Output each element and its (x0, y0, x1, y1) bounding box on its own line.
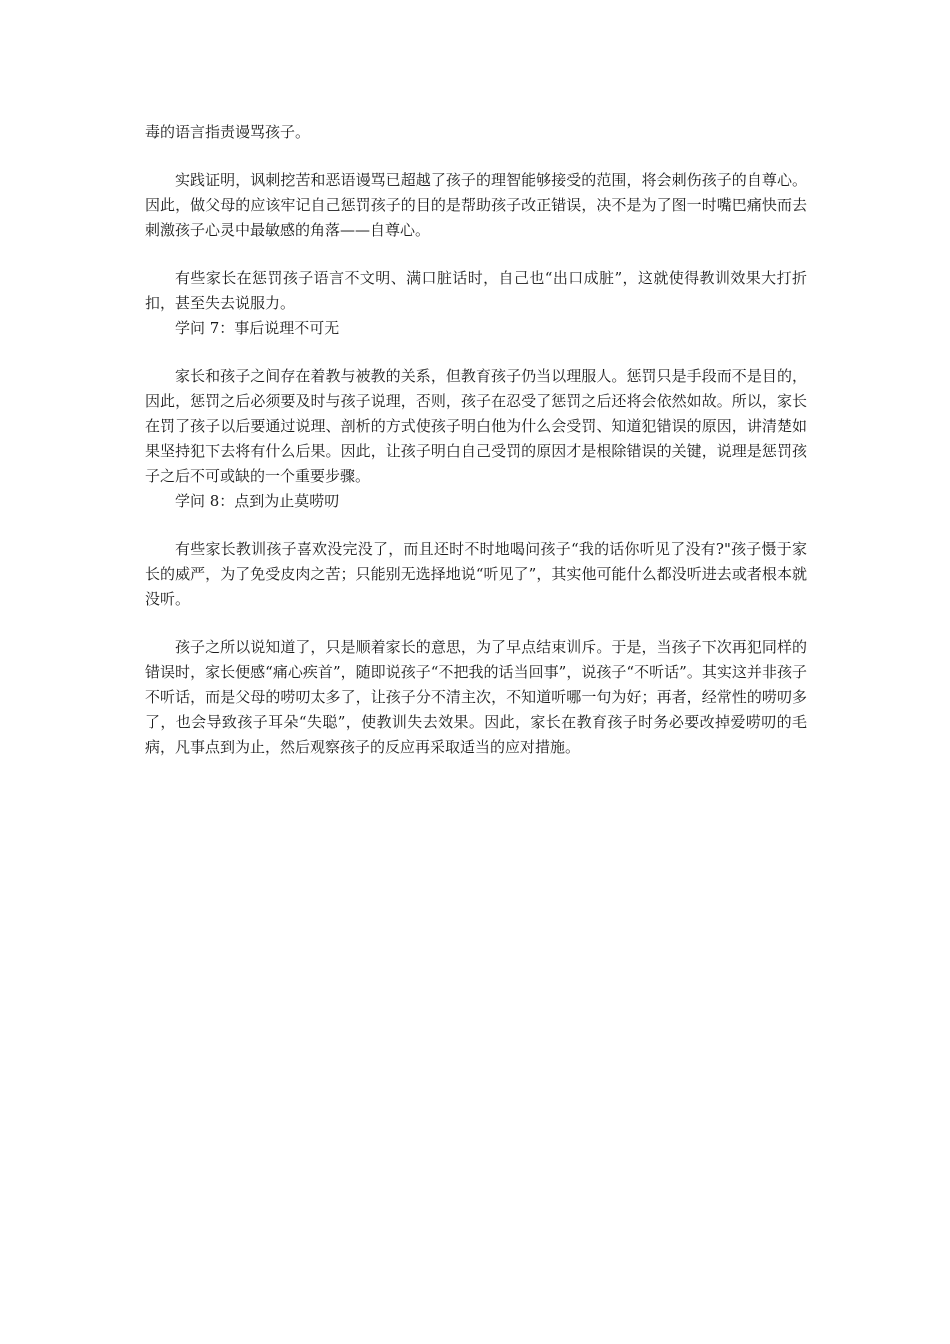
paragraph-continuation: 毒的语言指责谩骂孩子。 (145, 123, 311, 141)
paragraph-parent-language: 有些家长在惩罚孩子语言不文明、满口脏话时，自己也“出口成脏”，这就使得教训效果大打折扣，甚至失去说服力。 (145, 269, 807, 312)
section-heading-lesson-8: 学问 8：点到为止莫唠叨 (175, 492, 340, 510)
document-page (145, 120, 807, 760)
paragraph-conclusion: 孩子之所以说知道了，只是顺着家长的意思，为了早点结束训斥。于是，当孩子下次再犯同样的错误时，家长便感“痛心疾首”，随即说孩子“不把我的话当回事”，说孩子“不听话”。其实这并非孩子不听话，而是父母的唠叨太多了，让孩子分不清主次，不知道听哪一句为好；再者，经常性的唠叨多了，也会导致孩子耳朵“失聪”，使教训失去效果。因此，家长在教育孩子时务必要改掉爱唠叨的毛病，凡事点到为止，然后观察孩子的反应再采取适当的应对措施。 (145, 638, 807, 756)
paragraph-practice-proof: 实践证明，讽刺挖苦和恶语谩骂已超越了孩子的理智能够接受的范围，将会刺伤孩子的自尊心。因此，做父母的应该牢记自己惩罚孩子的目的是帮助孩子改正错误，决不是为了图一时嘴巴痛快而去刺激孩子心灵中最敏感的角落——自尊心。 (145, 171, 807, 239)
paragraph-nagging: 有些家长教训孩子喜欢没完没了，而且还时不时地喝问孩子“我的话你听见了没有?"孩子慑于家长的威严，为了免受皮肉之苦；只能别无选择地说“听见了”，其实他可能什么都没听进去或者根本就没听。 (145, 540, 807, 608)
paragraph-reasoning: 家长和孩子之间存在着教与被教的关系，但教育孩子仍当以理服人。惩罚只是手段而不是目的，因此，惩罚之后必须要及时与孩子说理，否则，孩子在忍受了惩罚之后还将会依然如故。所以，家长在罚了孩子以后要通过说理、剖析的方式使孩子明白他为什么会受罚、知道犯错误的原因，讲清楚如果坚持犯下去将有什么后果。因此，让孩子明白自己受罚的原因才是根除错误的关键，说理是惩罚孩子之后不可或缺的一个重要步骤。 (145, 367, 807, 485)
section-heading-lesson-7: 学问 7：事后说理不可无 (175, 319, 340, 337)
